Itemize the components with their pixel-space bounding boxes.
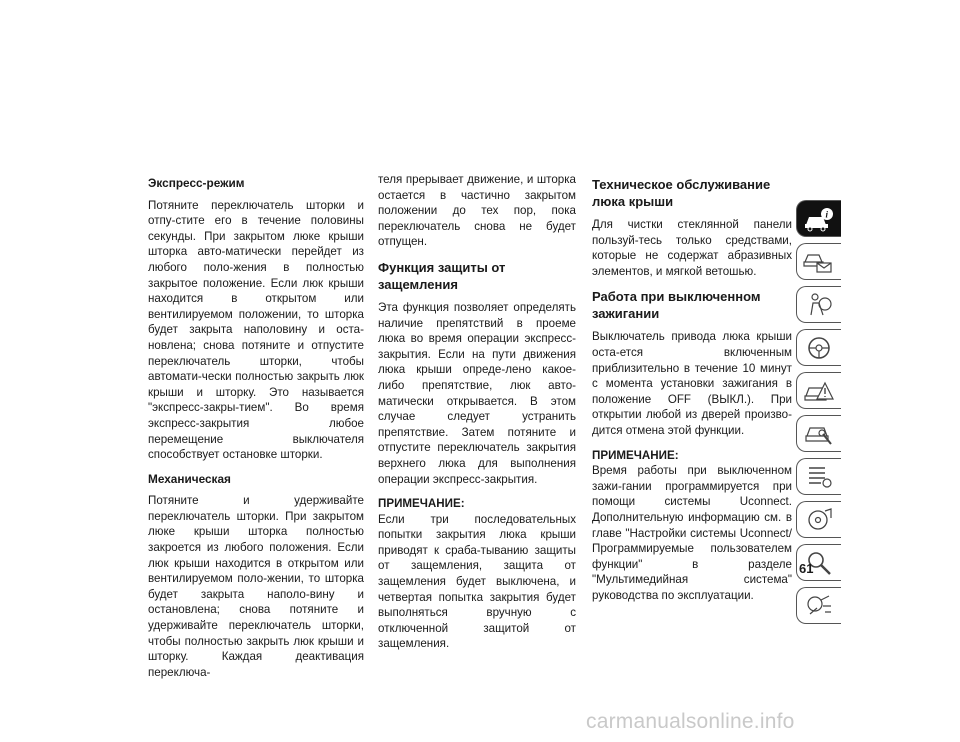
- paragraph-continuation: теля прерывает движение, и шторка остается в частично закрытом положении до тех пор, пока переключатель снова не будет отпущен.: [378, 173, 576, 249]
- tab-multimedia[interactable]: [796, 501, 841, 538]
- note-label: ПРИМЕЧАНИЕ:: [592, 448, 679, 462]
- column-right: [592, 176, 792, 612]
- heading-ignition-off: Работа при выключенном зажигании: [592, 289, 761, 322]
- tab-driving[interactable]: [796, 329, 841, 366]
- svg-text:i: i: [825, 209, 829, 220]
- car-mail-icon: [803, 248, 835, 275]
- paragraph-express-mode: Потяните переключатель шторки и отпу-стите его в течение половины секунды. При закрытом люке крыши шторка авто-матически перейдет из любого поло-жения в полностью закрытое положение. Если люк крыши находится в открытом или вентилируемом положении, то шторка будет закрыта наполовину и оста-новлена; снова потяните и отпустите переключатель шторки, чтобы автомати-чески полностью закрыть люк крыши и шторку. Это называется "экспресс-закры-тием". Во время экспресс-закрытия любое перемещение выключателя способствует остановке шторки.: [148, 198, 364, 462]
- note-label: ПРИМЕЧАНИЕ:: [378, 497, 465, 511]
- heading-express-mode: Экспресс-режим: [148, 176, 245, 190]
- tab-vehicle-info[interactable]: [796, 200, 841, 237]
- paragraph-ignition-off: Выключатель привода люка крыши оста-ется включенным приблизительно в течение 10 минут с момента установки зажигания в положение OFF (ВЫКЛ.). При открытии любой из дверей произво-дится отмена этой функции.: [592, 330, 792, 437]
- paragraph-maintenance: Для чистки стеклянной панели пользуй-тесь только средствами, которые не содержат абразивных элементов, и мягкой ветошью.: [592, 218, 792, 278]
- car-service-icon: [803, 420, 835, 447]
- column-left: [148, 176, 364, 689]
- tab-safety[interactable]: [796, 286, 841, 323]
- note-pinch: [378, 496, 576, 652]
- airbag-person-icon: [803, 291, 835, 318]
- car-warning-icon: [803, 377, 835, 404]
- column-middle: [378, 172, 576, 661]
- note-text: Если три последовательных попытки закрытия люка крыши приводят к сраба-тыванию защиты от защемления, защита от защемления будет выключена, и четвертая попытка закрытия будет выполняться вручную с отключенной защитой от защемления.: [378, 512, 576, 651]
- language-tools-icon: [803, 592, 835, 619]
- tab-specifications[interactable]: [796, 458, 841, 495]
- tab-emergency[interactable]: [796, 372, 841, 409]
- page-number: 61: [799, 561, 814, 576]
- spec-list-icon: [803, 463, 835, 490]
- car-info-icon: [803, 205, 835, 232]
- heading-sunroof-maintenance: Техническое обслуживание люка крыши: [592, 177, 771, 209]
- watermark: carmanualsonline.info: [586, 710, 795, 733]
- heading-mechanical: Механическая: [148, 471, 231, 486]
- paragraph-mechanical: Потяните и удерживайте переключатель шторки. При закрытом люке крыши шторка полностью закроется из любого положения. Если люк крыши находится в открытом или вентилируемом поло-жении, то шторка будет закрыта наполо-вину и остановлена; снова потяните и удерживайте переключатель шторки, чтобы полностью закрыть люк крыши и шторку. Каждая деактивация переключа-: [148, 494, 364, 679]
- note-uconnect: [592, 448, 792, 604]
- tab-service[interactable]: [796, 415, 841, 452]
- note-text: Время работы при выключенном зажи-гании программируется при помощи системы Uconnect. Дополнительную информацию см. в главе "Настройки системы Uconnect/Программируемые пользователем функции" в разделе "Мультимедийная система" руководства по эксплуатации.: [592, 464, 792, 602]
- steering-wheel-icon: [803, 334, 835, 361]
- tab-vehicle-mail[interactable]: [796, 243, 841, 280]
- media-disc-icon: [803, 506, 835, 533]
- paragraph-pinch-protection: Эта функция позволяет определять наличие препятствий в проеме люка во время операции экспресс-закрытия. Если на пути движения люка крыши опреде-лено какое-либо препятствие, люк авто-матически открывается. В этом случае следует устранить препятствие. Затем потяните и отпустите переключатель закрытия верхнего люка для выполнения операции экспресс-закрытия.: [378, 300, 576, 486]
- tab-languages[interactable]: [796, 587, 841, 624]
- heading-pinch-protection: Функция защиты от защемления: [378, 259, 506, 292]
